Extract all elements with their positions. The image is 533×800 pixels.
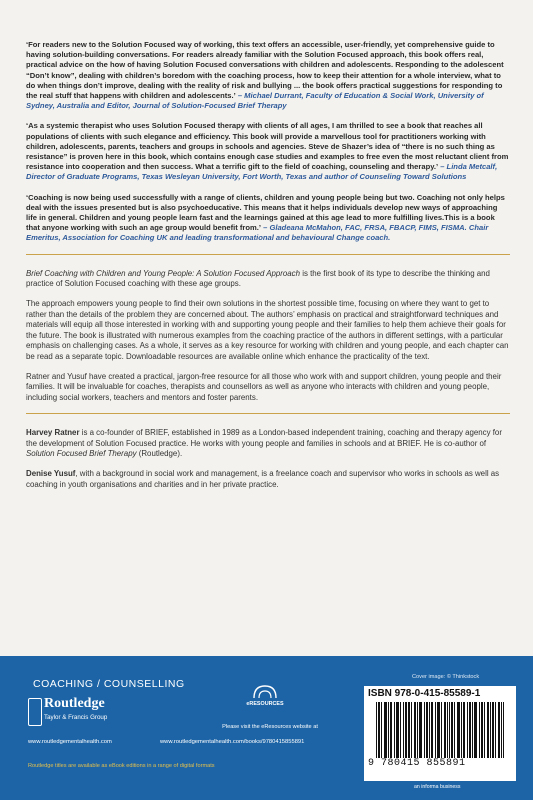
quote-attribution: – Michael Durrant, Faculty of Education & Social Work, University of Sydney, Australia and Editor, Journal of Solution-Focused Brief Therapy: [26, 91, 484, 111]
ebook-note: Routledge titles are available as eBook editions in a range of digital formats: [28, 763, 215, 769]
eresources-icon: [240, 682, 290, 706]
quote-text: ‘As a systemic therapist who uses Solution Focused therapy with clients of all ages, I am thrilled to see a book that reaches all populations of clients with such elegance and efficiency. This book will provide a marvellous tool for practitioners working with children, adolescents, parents, teachers and groups in schools and agencies. Steve de Shazer’s idea of “there is no such thing as resistance” is proven here in this book, which contains enough case studies and examples to free even the most reluctant client from resistance into cooperation and then success. What a terrific gift to the field of coaching, counseling and therapy.’: [26, 121, 509, 172]
eresources-label: eRESOURCES: [246, 701, 284, 706]
quote-text: ‘For readers new to the Solution Focused way of working, this text offers an accessible, user-friendly, yet comprehensive guide to having solution-building conversations. For readers already familiar with the Solution Focused approach, this book offers real, practical advice on the how of having Solution Focused conversations with children and adolescents. Responding to the adolescent “Don’t know”, dealing with children’s boredom with the coaching process, how to keep their attention for a whole interview, what to do when things don’t improve, dealing with the reality of risk and bullying ... the book offers practical suggestions for responding to the real stuff that happens with children and adolescents.’: [26, 40, 504, 101]
publisher-sub: Taylor & Francis Group: [44, 714, 108, 721]
description-paragraph: Ratner and Yusuf have created a practical, jargon-free resource for all those who work with and support children, young people and their families. It will be invaluable for coaches, therapists and counsellors as well as anyone who interacts with children and young people, including social workers, teachers and mentors and foster parents.: [26, 371, 502, 402]
barcode-digits: 9 780415 855891: [368, 758, 466, 769]
review-quote: [26, 193, 510, 244]
visit-text: Please visit the eResources website at: [222, 724, 318, 730]
divider: [26, 254, 510, 255]
quote-text: ‘Coaching is now being used successfully with a range of clients, children and young people being but two. Coaching not only helps deal with the issues presented but is also psychoeducative. This means that it helps individuals develop new ways of approaching life in general. Children and young people learn fast and the learnings gained at this age lead to more fulfilling lives.This is a book that anyone working with such an age group would benefit from.’: [26, 192, 505, 233]
category-label: COACHING / COUNSELLING: [33, 678, 185, 690]
quote-attribution: – Gladeana McMahon, FAC, FRSA, FBACP, FIMS, FISMA. Chair Emeritus, Association for Coaching UK and leading transformational and behavioural Change coach.: [26, 223, 489, 243]
publisher-url[interactable]: www.routledgementalhealth.com: [28, 739, 112, 745]
eresources-url[interactable]: www.routledgementalhealth.com/books/9780415855891: [160, 739, 305, 745]
cover-credit: Cover image: © Thinkstock: [412, 674, 480, 680]
author-book-title: Solution Focused Brief Therapy: [26, 448, 137, 458]
description-paragraph: The approach empowers young people to find their own solutions in the shortest possible time, focusing on where they want to get to rather than the details of the problem they are concerned about. The authors’ emphasis on practical and straightforward techniques and materials will equip all those interested in working with and supporting young people and their families to help them achieve their goals for the future. The book is illustrated with numerous examples from the coaching practice of the authors in different settings, with a particular emphasis on challenging cases. As a whole, it serves as a key resource for working with children and young people, and each chapter can be read as a separate topic. Downloadable resources are available online which enhance the practicality of the text.: [26, 299, 509, 361]
barcode-icon: [376, 702, 504, 758]
footer-band: [0, 656, 533, 800]
content-column: [26, 40, 510, 500]
routledge-logo-icon: [28, 698, 42, 726]
author-name: Harvey Ratner: [26, 428, 80, 438]
author-text-end: (Routledge).: [136, 448, 183, 458]
author-name: Denise Yusuf: [26, 469, 76, 479]
barcode-panel: [364, 686, 516, 781]
review-quote: [26, 121, 510, 182]
intro-text: is the first book of its type to describe the thinking and practice of Solution Focused coaching with these age groups.: [26, 268, 490, 289]
book-title: Brief Coaching with Children and Young People: A Solution Focused Approach: [26, 268, 301, 278]
author-text: is a co-founder of BRIEF, established in 1989 as a London-based independent training, coaching and therapy agency for the development of Solution Focused practice. He works with young people and families in schools and at BRIEF. He is co-author of: [26, 428, 502, 448]
quote-attribution: – Linda Metcalf, Director of Graduate Programs, Texas Wesleyan University, Fort Worth, Texas and author of Counseling Toward Solutions: [26, 162, 498, 182]
review-quote: [26, 40, 510, 111]
author-bio: [26, 428, 510, 459]
isbn-label: ISBN 978-0-415-85589-1: [368, 688, 481, 699]
author-bio: [26, 469, 510, 490]
publisher-name: Routledge: [44, 696, 105, 711]
author-text: , with a background in social work and management, is a freelance coach and supervisor who works in schools as well as coaching in youth organisations and charities and in her private practice.: [26, 469, 500, 489]
informa-label: an informa business: [414, 784, 461, 790]
description-intro: [26, 269, 510, 290]
divider: [26, 413, 510, 414]
